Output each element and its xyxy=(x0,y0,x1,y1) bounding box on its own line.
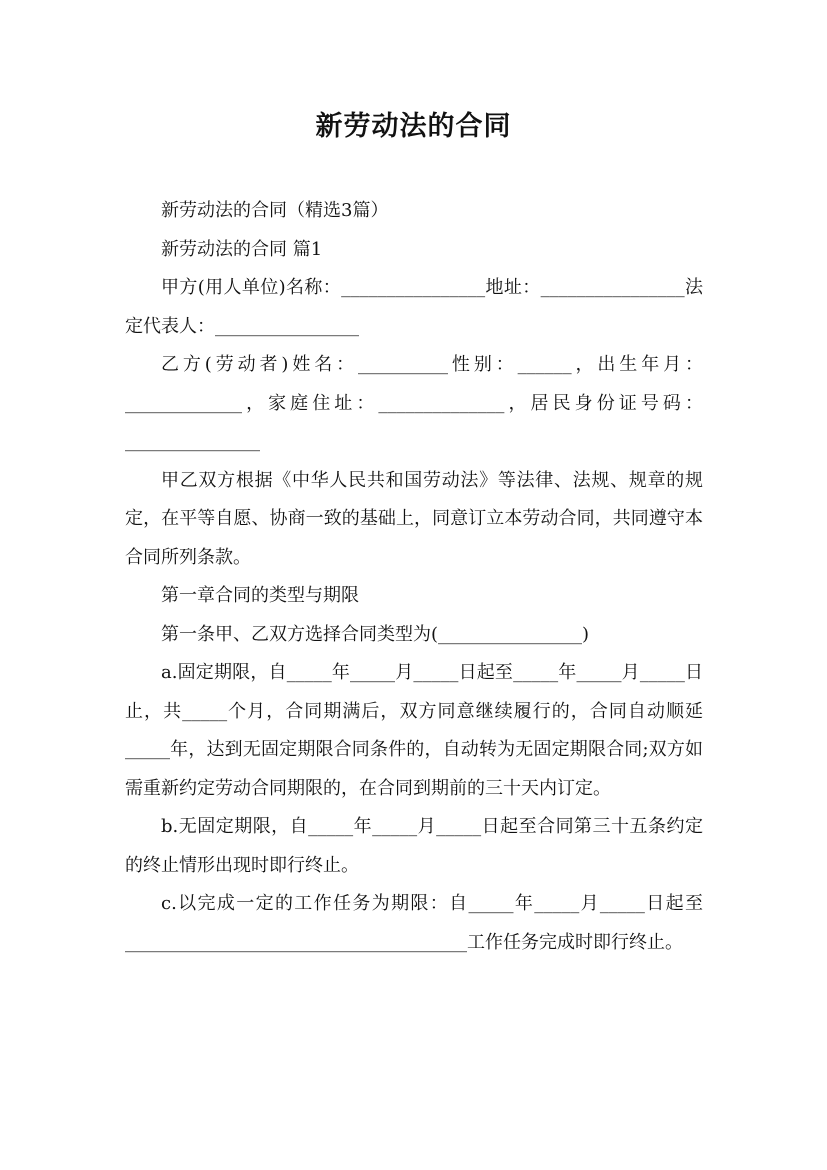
paragraph-subtitle: 新劳动法的合同（精选3篇） xyxy=(161,200,389,221)
paragraph-option-b: b.无固定期限，自_____年_____月_____日起至合同第三十五条约定的终止情形出现时即行终止。 xyxy=(125,816,703,876)
paragraph-option-c: c.以完成一定的工作任务为期限：自_____年_____月_____日起至______________________________________工作任务完成时即行终止。 xyxy=(125,893,703,953)
paragraph-chapter-heading: 第一章合同的类型与期限 xyxy=(161,585,359,606)
paragraph-section-heading: 新劳动法的合同 篇1 xyxy=(161,238,323,260)
document-body xyxy=(125,192,703,962)
paragraph-option-a: a.固定期限，自_____年_____月_____日起至_____年_____月_____日止，共_____个月，合同期满后，双方同意继续履行的，合同自动顺延_____年，达到无固定期限合同条件的，自动转为无固定期限合同;双方如需重新约定劳动合同期限的，在合同到期前的三十天内订定。 xyxy=(125,662,703,799)
paragraph-article-one: 第一条甲、乙双方选择合同类型为(________________) xyxy=(161,623,590,645)
paragraph-party-b: 乙方(劳动者)姓名：__________性别：______，出生年月：_____________，家庭住址：______________，居民身份证号码：_______________ xyxy=(125,354,703,452)
paragraph-party-a: 甲方(用人单位)名称：________________地址：________________法定代表人：________________ xyxy=(125,277,703,337)
paragraph-preamble: 甲乙双方根据《中华人民共和国劳动法》等法律、法规、规章的规定，在平等自愿、协商一致的基础上，同意订立本劳动合同，共同遵守本合同所列条款。 xyxy=(125,469,703,568)
document-title: 新劳动法的合同 xyxy=(315,111,512,142)
